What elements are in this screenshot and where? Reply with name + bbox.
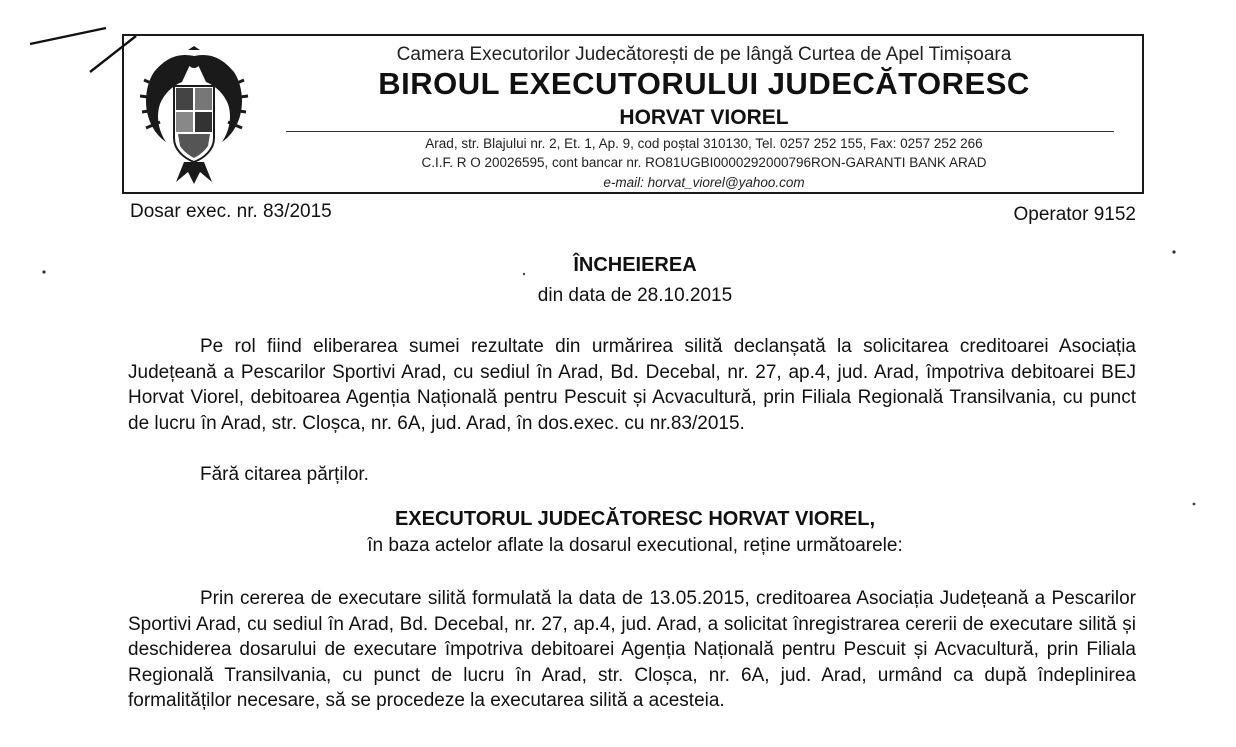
paragraph-case-text: Pe rol fiind eliberarea sumei rezultate din urmărirea silită declanșată la solicitarea creditoarei Asociația Județeană a Pescarilor Sportivi Arad, cu sediul în Arad, Bd. Decebal, nr. 27, ap.4, jud. Arad, împotriva debitoarei BEJ Horvat Viorel, debitoarea Agenția Națională pentru Pescuit și Acvacultură, prin Filiala Regională Transilvania, cu punct de lucru în Arad, str. Cloșca, nr. 6A, jud. Arad, în dos.exec. cu nr.83/2015. (128, 336, 1136, 434)
email-line: e-mail: horvat_viorel@yahoo.com (603, 175, 805, 190)
operator-number: Operator 9152 (1013, 204, 1136, 225)
scan-speck-icon (40, 268, 48, 276)
letterhead-divider (286, 131, 1114, 132)
document-date: din data de 28.10.2015 (537, 285, 733, 306)
paragraph-request (128, 586, 1136, 714)
scan-speck-icon (520, 270, 528, 278)
no-citation-line: Fără citarea părților. (200, 464, 369, 485)
document-title: ÎNCHEIEREA (573, 254, 697, 276)
office-name: BIROUL EXECUTORULUI JUDECĂTORESC (378, 66, 1030, 101)
executor-heading: EXECUTORUL JUDECĂTORESC HORVAT VIOREL, (394, 508, 876, 530)
cif-bank-line: C.I.F. R O 20026595, cont bancar nr. RO81UGBI0000292000796RON-GARANTI BANK ARAD (421, 155, 987, 170)
address-line: Arad, str. Blajului nr. 2, Et. 1, Ap. 9, cod poștal 310130, Tel. 0257 252 155, Fax: 0257 252 266 (425, 136, 983, 151)
chamber-name: Camera Executorilor Judecătorești de pe lângă Curtea de Apel Timișoara (396, 44, 1012, 65)
scan-speck-icon (1190, 500, 1198, 508)
paragraph-case (128, 334, 1136, 436)
letterhead (122, 34, 1144, 194)
scan-speck-icon (1170, 248, 1178, 256)
coat-of-arms-icon (136, 46, 252, 186)
executor-subheading: în baza actelor aflate la dosarul executional, reține următoarele: (367, 535, 903, 556)
executor-name: HORVAT VIOREL (619, 106, 789, 129)
paragraph-request-text: Prin cererea de executare silită formulată la data de 13.05.2015, creditoarea Asociația Județeană a Pescarilor Sportivi Arad, cu sediul în Arad, Bd. Decebal, nr. 27, ap.4, jud. Arad, a solicitat înregistrarea cererii de executare silită și deschiderea dosarului de executare împotriva debitoarei Agenția Națională pentru Pescuit și Acvacultură, prin Filiala Regională Transilvania, cu punct de lucru în Arad, str. Cloșca, nr. 6A, jud. Arad, urmând ca după îndeplinirea formalităților necesare, să se procedeze la executarea silită a acesteia. (128, 588, 1136, 712)
dosar-number: Dosar exec. nr. 83/2015 (130, 201, 332, 222)
